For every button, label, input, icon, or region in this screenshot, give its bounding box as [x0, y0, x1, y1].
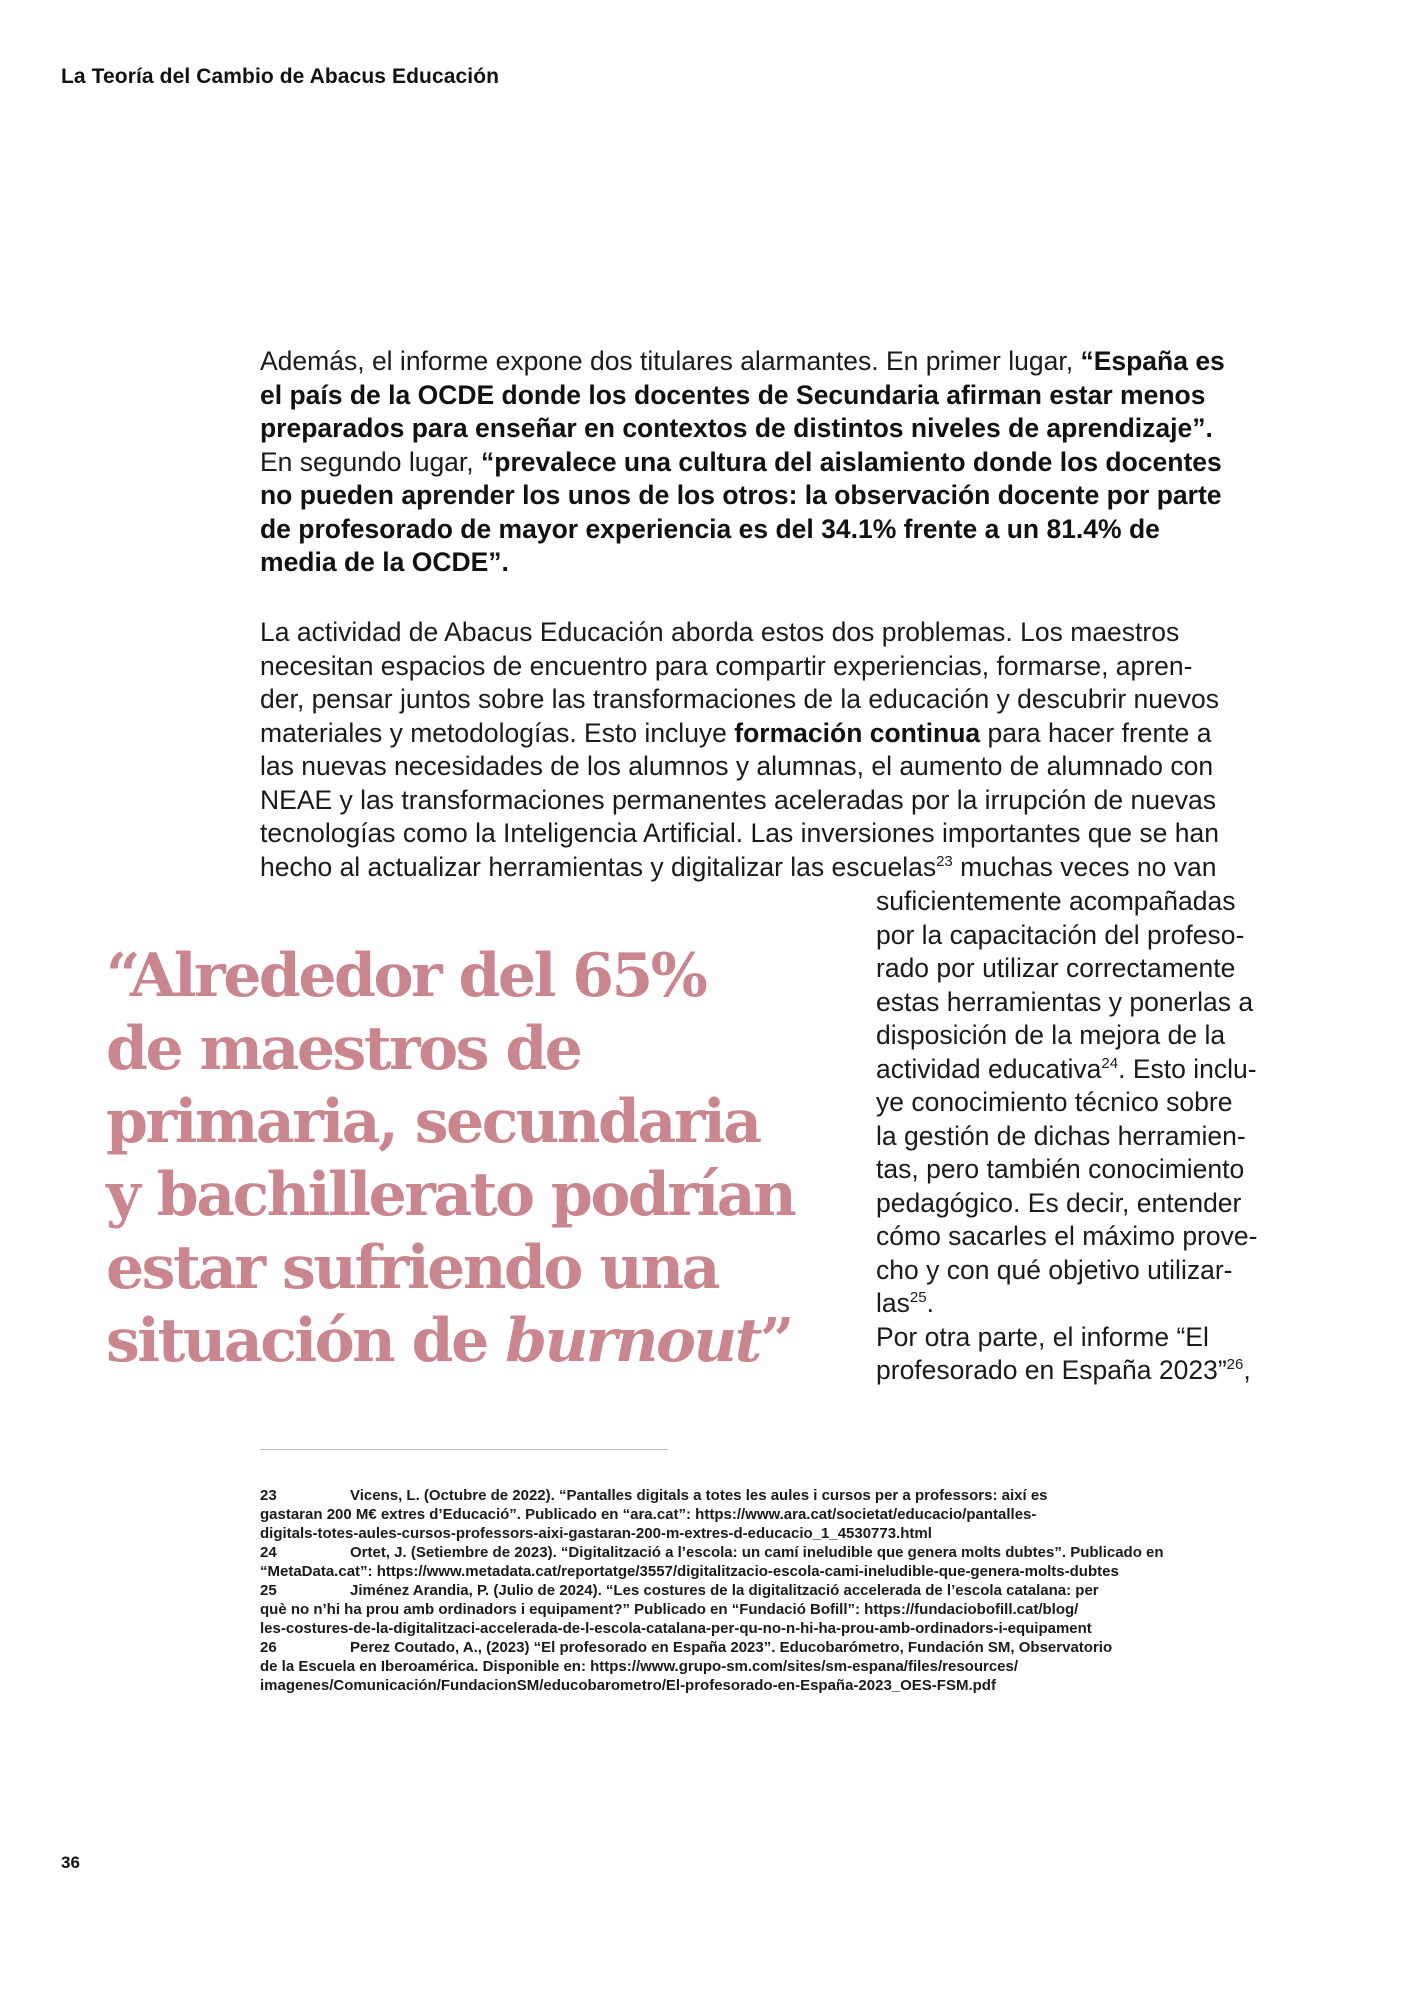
text-line: Por otra parte, el informe “El — [876, 1321, 1209, 1352]
bold-run: preparados para enseñar en contextos de distintos niveles de aprendizaje”. — [260, 413, 1213, 443]
footnote-text: Jiménez Arandia, P. (Julio de 2024). “Les costures de la digitalització accelerada de l’escola catalana: per — [350, 1582, 1099, 1599]
text-line — [876, 1354, 1296, 1388]
text-run: profesorado en España 2023” — [876, 1355, 1227, 1385]
footnote-line: de la Escuela en Iberoamérica. Disponible en: https://www.grupo-sm.com/sites/sm-espana/files/resources/ — [260, 1658, 1019, 1675]
text-run: situación de — [106, 1306, 506, 1376]
text-line: la gestión de dichas herramien- — [876, 1120, 1246, 1151]
footnote — [260, 1581, 1260, 1638]
footnote — [260, 1486, 1260, 1543]
paragraph-ocde-headlines — [260, 345, 1310, 580]
text-line: las nuevas necesidades de los alumnos y alumnas, el aumento de alumnado con — [260, 751, 1214, 781]
footnote-ref: 24 — [1101, 1054, 1119, 1072]
pull-quote-line: estar sufriendo una — [106, 1233, 718, 1303]
text-line — [876, 1287, 1296, 1321]
italic-run: burnout — [505, 1306, 760, 1376]
text-line — [876, 1053, 1296, 1087]
bold-run: “prevalece una cultura del aislamiento donde los docentes — [481, 446, 1222, 477]
footnote-ref: 26 — [1226, 1356, 1244, 1374]
bold-run: de profesorado de mayor experiencia es del 34.1% frente a un 81.4% de — [260, 513, 1160, 544]
text-run: , — [1243, 1355, 1251, 1385]
text-line: necesitan espacios de encuentro para compartir experiencias, formarse, apren- — [260, 650, 1193, 681]
text-run: . — [926, 1288, 934, 1318]
text-line — [260, 717, 1310, 751]
text-line: der, pensar juntos sobre las transformaciones de la educación y descubrir nuevos — [260, 684, 1219, 714]
text-run: actividad educativa — [876, 1053, 1102, 1084]
text-line: tecnologías como la Inteligencia Artificial. Las inversiones importantes que se han — [260, 818, 1219, 848]
pull-quote-line: y bachillerato podrían — [106, 1160, 795, 1230]
footnote-text: Perez Coutado, A., (2023) “El profesorado en España 2023”. Educobarómetro, Fundación SM, Observatorio — [350, 1639, 1113, 1656]
text-line — [260, 851, 1310, 885]
footnote-number: 23 — [260, 1487, 277, 1504]
bold-run: el país de la OCDE donde los docentes de Secundaria afirman estar menos — [260, 379, 1206, 410]
text-line: cho y con qué objetivo utilizar- — [876, 1254, 1233, 1285]
footnote-line: digitals-totes-aules-cursos-professors-aixi-gastaran-200-m-extres-d-educacio_1_4530773.html — [260, 1525, 932, 1542]
pull-quote-line: de maestros de — [106, 1014, 581, 1084]
text-run: materiales y metodologías. Esto incluye — [260, 717, 735, 748]
text-run: hecho al actualizar herramientas y digitalizar las escuelas — [260, 851, 937, 882]
text-line: suficientemente acompañadas — [876, 886, 1236, 916]
text-line: rado por utilizar correctamente — [876, 953, 1236, 983]
text-run: Además, el informe expone dos titulares alarmantes. En primer lugar, — [260, 346, 1081, 376]
footnote-ref: 25 — [909, 1289, 927, 1307]
bold-run: no pueden aprender los unos de los otros: la observación docente por parte — [260, 480, 1222, 510]
footnote-text: Vicens, L. (Octubre de 2022). “Pantalles digitals a totes les aules i cursos per a professors: així es — [350, 1487, 1048, 1504]
text-line — [260, 546, 1310, 580]
text-run: En segundo lugar, — [260, 446, 482, 477]
pull-quote-line — [106, 1305, 826, 1378]
footnote — [260, 1543, 1260, 1581]
text-line: ye conocimiento técnico sobre — [876, 1087, 1233, 1117]
bold-run: media de la OCDE”. — [260, 547, 509, 577]
footnote-divider — [260, 1449, 668, 1450]
footnote-line: “MetaData.cat”: https://www.metadata.cat/reportatge/3557/digitalitzacio-escola-cami-ineludible-que-genera-molts-dubtes — [260, 1563, 1119, 1580]
text-line: NEAE y las transformaciones permanentes aceleradas por la irrupción de nuevas — [260, 784, 1216, 815]
text-line: cómo sacarles el máximo prove- — [876, 1221, 1258, 1251]
text-line: estas herramientas y ponerlas a — [876, 986, 1254, 1017]
footnote-number: 26 — [260, 1639, 277, 1656]
text-run: para hacer frente a — [980, 717, 1212, 748]
text-run: las — [876, 1288, 910, 1318]
footnotes — [260, 1486, 1260, 1695]
footnote-line — [260, 1638, 1260, 1657]
footnote — [260, 1638, 1260, 1695]
running-header: La Teoría del Cambio de Abacus Educación — [61, 65, 500, 88]
footnote-text: Ortet, J. (Setiembre de 2023). “Digitalització a l’escola: un camí ineludible que genera molts dubtes”. Publicado en — [350, 1544, 1164, 1561]
text-line — [260, 446, 1310, 480]
footnote-line: gastaran 200 M€ extres d’Educació”. Publicado en “ara.cat”: https://www.ara.cat/societat/educacio/pantalles- — [260, 1506, 1037, 1523]
text-line — [260, 345, 1310, 379]
text-run: muchas veces no van — [952, 851, 1217, 882]
footnote-ref: 23 — [936, 852, 953, 870]
text-line: disposición de la mejora de la — [876, 1020, 1226, 1050]
footnote-line: les-costures-de-la-digitalitzaci-accelerada-de-l-escola-catalana-per-qu-no-n-hi-ha-prou-amb-ordinadors-i-equipament — [260, 1620, 1092, 1637]
text-run: . Esto inclu- — [1118, 1053, 1257, 1084]
pull-quote-line: primaria, secundaria — [106, 1087, 760, 1157]
page-number: 36 — [61, 1853, 80, 1872]
pull-quote — [106, 940, 826, 1378]
pull-quote-line: “Alrededor del 65% — [106, 941, 706, 1011]
text-line: pedagógico. Es decir, entender — [876, 1187, 1242, 1218]
footnote-number: 24 — [260, 1544, 277, 1561]
text-run: ” — [759, 1306, 792, 1376]
narrow-text-column — [876, 885, 1296, 1388]
text-line: por la capacitación del profeso- — [876, 919, 1245, 950]
bold-run: formación continua — [734, 717, 981, 748]
text-line: tas, pero también conocimiento — [876, 1154, 1245, 1184]
bold-run: “España es — [1080, 346, 1225, 376]
footnote-line — [260, 1486, 1260, 1505]
footnote-number: 25 — [260, 1582, 277, 1599]
text-line — [260, 412, 1310, 446]
text-line — [260, 379, 1310, 413]
footnote-line: què no n’hi ha prou amb ordinadors i equipament?” Publicado en “Fundació Bofill”: https://fundaciobofill.cat/blog/ — [260, 1601, 1079, 1618]
footnote-line — [260, 1543, 1260, 1562]
text-line: La actividad de Abacus Educación aborda estos dos problemas. Los maestros — [260, 617, 1180, 647]
footnote-line — [260, 1581, 1260, 1600]
footnote-line: imagenes/Comunicación/FundacionSM/educobarometro/El-profesorado-en-España-2023_OES-FSM.pdf — [260, 1677, 996, 1694]
text-line — [260, 513, 1310, 547]
paragraph-abacus-activity — [260, 616, 1310, 884]
text-line — [260, 479, 1310, 513]
